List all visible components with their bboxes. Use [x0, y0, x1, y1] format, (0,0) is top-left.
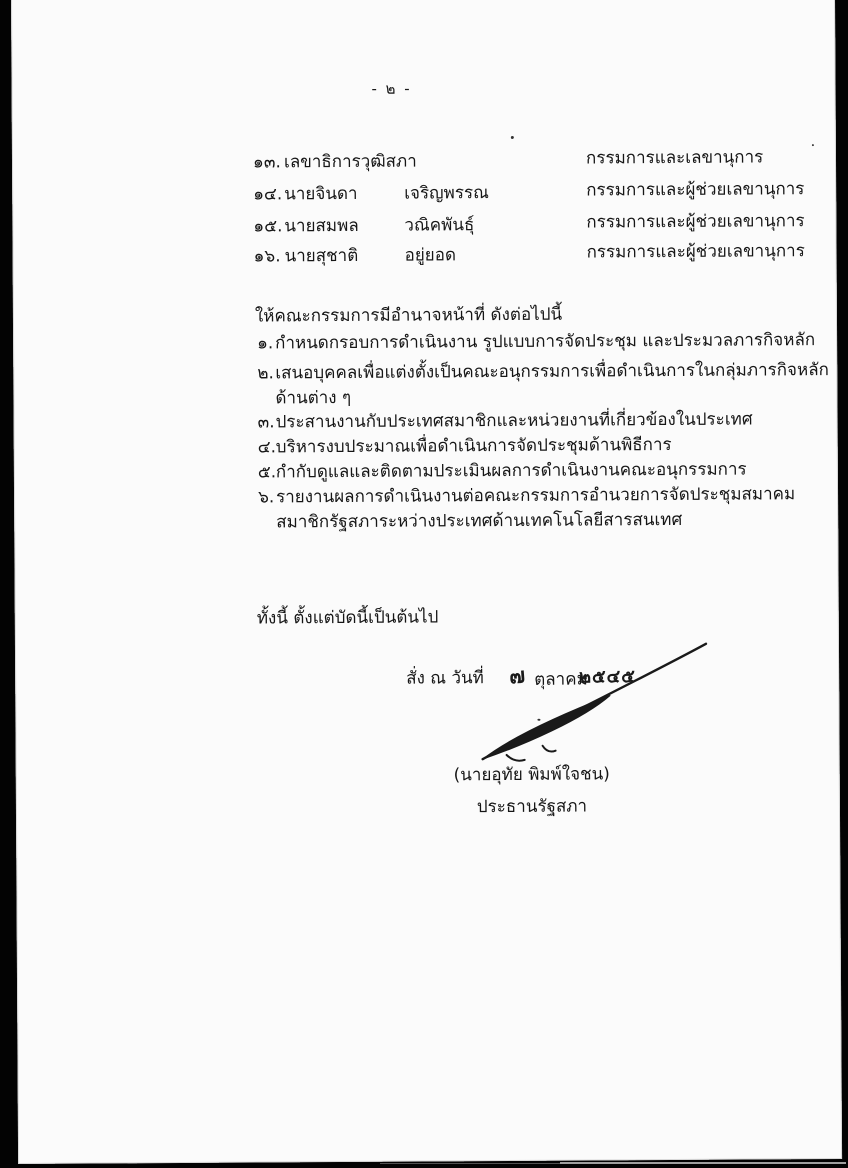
duty-text: กำกับดูแลและติดตามประเมินผลการดำเนินงานคณะอนุกรรมการ: [275, 459, 747, 483]
duty-text: บริหารงบประมาณเพื่อดำเนินการจัดประชุมด้านพิธีการ: [275, 434, 672, 458]
order-date-prefix: สั่ง ณ วันที่: [406, 668, 484, 689]
member-surname: วณิคพันธุ์: [404, 215, 475, 236]
document-page: [11, 0, 842, 1164]
closing-statement: ทั้งนี้ ตั้งแต่บัดนี้เป็นต้นไป: [256, 607, 439, 629]
duty-no: ๓.: [257, 412, 275, 433]
scan-speck: [537, 719, 540, 721]
duty-text-continued: สมาชิกรัฐสภาระหว่างประเทศด้านเทคโนโลยีสารสนเทศ: [276, 509, 683, 533]
duty-text-continued: ด้านต่าง ๆ: [275, 387, 352, 409]
member-no: ๑๕.: [253, 216, 283, 237]
member-no: ๑๔.: [253, 184, 283, 205]
duty-no: ๑.: [257, 333, 274, 354]
member-role: กรรมการและเลขานุการ: [585, 147, 764, 169]
signer-title: ประธานรัฐสภา: [476, 796, 588, 818]
member-no: ๑๖.: [253, 246, 281, 267]
member-name: นายสมพล: [284, 215, 359, 237]
member-surname: เจริญพรรณ: [404, 183, 489, 204]
duty-no: ๕.: [257, 462, 277, 483]
duty-text: ประสานงานกับประเทศสมาชิกและหน่วยงานที่เกี่ยวข้องในประเทศ: [275, 409, 753, 433]
member-name: นายจินดา: [284, 183, 358, 205]
member-name: เลขาธิการวุฒิสภา: [283, 151, 417, 173]
member-name: นายสุชาติ: [284, 245, 359, 267]
order-date-year-handwritten: ๒๕๔๕: [579, 666, 636, 688]
member-role: กรรมการและผู้ช่วยเลขานุการ: [586, 211, 805, 233]
duty-no: ๒.: [257, 363, 274, 384]
duty-text: กำหนดกรอบการดำเนินงาน รูปแบบการจัดประชุม และประมวลภารกิจหลัก: [275, 330, 816, 354]
duty-no: ๔.: [257, 437, 277, 458]
duty-text: เสนอบุคคลเพื่อแต่งตั้งเป็นคณะอนุกรรมการเพื่อดำเนินการในกลุ่มภารกิจหลัก: [275, 360, 829, 384]
member-role: กรรมการและผู้ช่วยเลขานุการ: [586, 241, 805, 263]
scan-edge-line: [560, 1162, 846, 1164]
duty-text: รายงานผลการดำเนินงานต่อคณะกรรมการอำนวยการจัดประชุมสมาคม: [275, 484, 796, 508]
order-date-month: ตุลาคม: [534, 669, 588, 690]
duty-no: ๖.: [257, 487, 275, 508]
order-date-day-handwritten: ๗: [508, 663, 526, 689]
signer-name: (นายอุทัย พิมพ์ใจชน): [453, 764, 610, 786]
duties-intro: ให้คณะกรรมการมีอำนาจหน้าที่ ดังต่อไปนี้: [254, 304, 563, 327]
member-role: กรรมการและผู้ช่วยเลขานุการ: [586, 179, 805, 201]
scan-edge-line: [380, 1163, 560, 1164]
page-number: - ๒ -: [371, 79, 412, 98]
member-surname: อยู่ยอด: [404, 245, 457, 266]
scan-speck: [511, 136, 514, 139]
member-no: ๑๓.: [252, 152, 281, 173]
scan-speck: [812, 144, 814, 146]
